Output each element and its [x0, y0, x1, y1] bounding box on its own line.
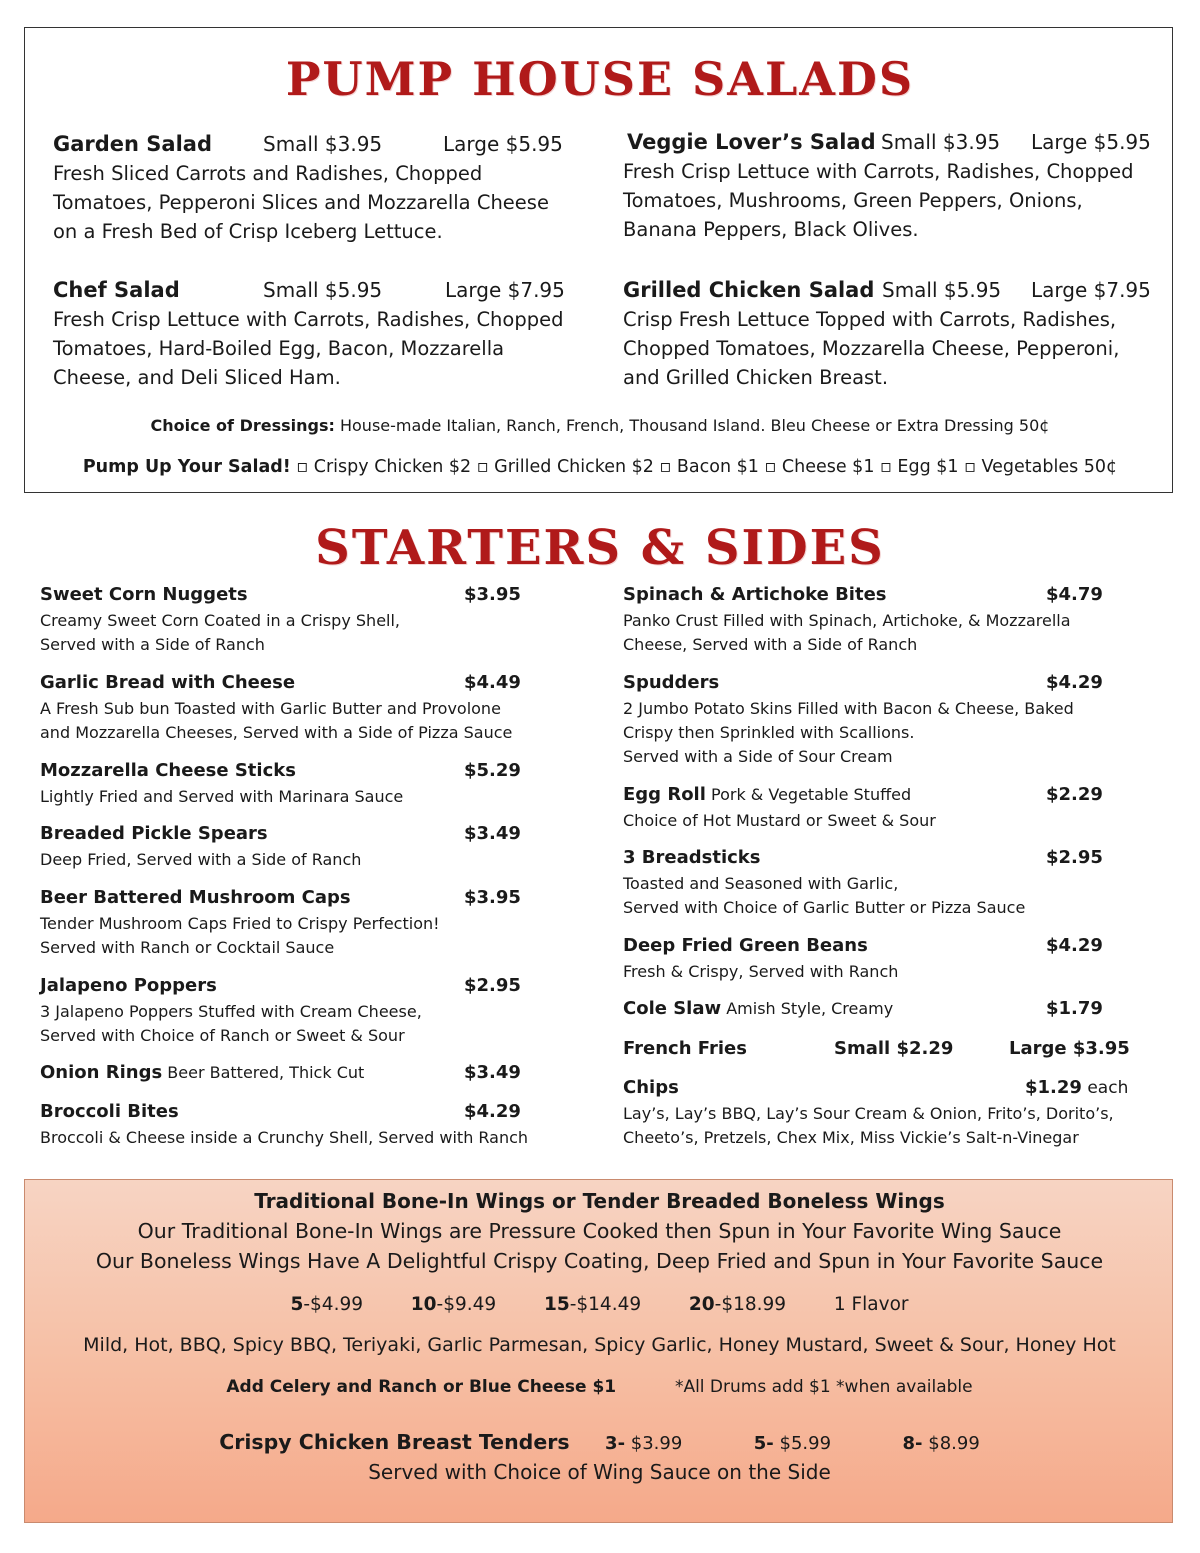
starter-item [40, 759, 560, 809]
item-note: Amish Style, Creamy [726, 999, 894, 1018]
item-price: $3.49 [464, 1062, 521, 1083]
salads-title: PUMP HOUSE SALADS [285, 52, 915, 106]
tender-count: 8- [902, 1433, 923, 1454]
fries-large-price: Large $3.95 [1009, 1038, 1130, 1059]
item-name: Deep Fried Green Beans [623, 935, 868, 956]
item-price: $3.95 [464, 887, 521, 908]
item-price: $2.29 [1046, 784, 1103, 805]
pump-up-label: Pump Up Your Salad! [82, 457, 291, 477]
item-desc: Creamy Sweet Corn Coated in a Crispy Shell, [40, 611, 401, 630]
wing-price-value: -$4.99 [303, 1294, 363, 1315]
item-name: Mozzarella Cheese Sticks [40, 760, 296, 781]
item-name: Beer Battered Mushroom Caps [40, 887, 351, 908]
tenders-row [25, 1430, 1174, 1454]
item-desc: Tender Mushroom Caps Fried to Crispy Perfection! [40, 914, 440, 933]
wing-price [290, 1294, 363, 1315]
item-desc: Lightly Fried and Served with Marinara Sauce [40, 787, 404, 806]
item-name: Breaded Pickle Spears [40, 823, 268, 844]
dressings-text: House-made Italian, Ranch, French, Thousand Island. Bleu Cheese or Extra Dressing 50¢ [334, 416, 1050, 435]
item-desc: and Mozzarella Cheeses, Served with a Side of Pizza Sauce [40, 723, 513, 742]
item-desc: Served with a Side of Ranch [40, 635, 265, 654]
item-desc: Cheeto’s, Pretzels, Chex Mix, Miss Vickie’s Salt-n-Vinegar [623, 1128, 1079, 1147]
item-note: Pork & Vegetable Stuffed [711, 785, 912, 804]
salad-name: Grilled Chicken Salad [623, 278, 875, 302]
salad-grilled-chicken [623, 276, 1168, 392]
item-desc: Deep Fried, Served with a Side of Ranch [40, 850, 362, 869]
pump-up-text: ▫ Crispy Chicken $2 ▫ Grilled Chicken $2 ▫ Bacon $1 ▫ Cheese $1 ▫ Egg $1 ▫ Vegetables 50¢ [290, 457, 1118, 477]
starter-item [623, 671, 1163, 769]
tender-count: 3- [605, 1433, 626, 1454]
price-unit: each [1081, 1078, 1129, 1098]
item-desc: Choice of Hot Mustard or Sweet & Sour [623, 811, 936, 830]
fries-small-price: Small $2.29 [834, 1038, 954, 1059]
item-name: Jalapeno Poppers [40, 975, 217, 996]
wings-addon: Add Celery and Ranch or Blue Cheese $1 [226, 1377, 617, 1397]
salad-desc-line: Tomatoes, Mushrooms, Green Peppers, Onions, [623, 189, 1083, 212]
wings-drums-note: *All Drums add $1 *when available [674, 1377, 973, 1397]
salad-name: Chef Salad [53, 278, 180, 302]
salad-desc-line: Banana Peppers, Black Olives. [623, 218, 919, 241]
item-name: 3 Breadsticks [623, 847, 761, 868]
salad-desc-line: Fresh Crisp Lettuce with Carrots, Radishes, Chopped [53, 308, 564, 331]
item-name: French Fries [623, 1038, 747, 1059]
salad-desc-line: and Grilled Chicken Breast. [623, 366, 889, 389]
tenders-name: Crispy Chicken Breast Tenders [219, 1430, 570, 1454]
starter-item [40, 974, 560, 1048]
salad-small-price: Small $3.95 [263, 132, 383, 156]
item-price: $2.95 [464, 975, 521, 996]
wings-addon-row [25, 1377, 1174, 1397]
salad-desc-line: Cheese, and Deli Sliced Ham. [53, 366, 341, 389]
tender-price-value: $3.99 [625, 1433, 683, 1454]
item-name: Spudders [623, 672, 720, 693]
salad-large-price: Large $7.95 [445, 278, 565, 302]
salad-desc-line: Tomatoes, Hard-Boiled Egg, Bacon, Mozzarella [53, 337, 505, 360]
wing-price-value: -$9.49 [436, 1294, 497, 1315]
item-name: Onion Rings [40, 1062, 163, 1083]
salad-garden [53, 130, 593, 246]
item-name: Cole Slaw [623, 998, 722, 1019]
item-desc: Served with Choice of Garlic Butter or Pizza Sauce [623, 898, 1026, 917]
salad-name: Garden Salad [53, 132, 212, 156]
wing-price [544, 1294, 641, 1315]
dressings-label: Choice of Dressings: [150, 416, 335, 435]
wing-price [411, 1294, 496, 1315]
wing-flavor-note: 1 Flavor [833, 1294, 909, 1315]
wing-count: 10 [410, 1294, 437, 1315]
salad-name: Veggie Lover’s Salad [627, 130, 876, 154]
item-price: $4.29 [1046, 935, 1103, 956]
item-name: Broccoli Bites [40, 1101, 179, 1122]
item-name: Spinach & Artichoke Bites [623, 584, 887, 605]
item-desc: Cheese, Served with a Side of Ranch [623, 635, 918, 654]
wings-desc-line: Our Boneless Wings Have A Delightful Crispy Coating, Deep Fried and Spun in Your Favorite Sauce [95, 1249, 1104, 1273]
item-desc: A Fresh Sub bun Toasted with Garlic Butter and Provolone [40, 699, 501, 718]
starter-item-fries [623, 1037, 1163, 1063]
salad-veggie [623, 128, 1168, 244]
item-desc: Served with a Side of Sour Cream [623, 747, 893, 766]
item-price: $3.95 [464, 584, 521, 605]
salad-desc-line: on a Fresh Bed of Crisp Iceberg Lettuce. [53, 220, 443, 243]
wing-sauces: Mild, Hot, BBQ, Spicy BBQ, Teriyaki, Garlic Parmesan, Spicy Garlic, Honey Mustard, Sweet & Sour, Honey Hot [83, 1334, 1116, 1356]
item-desc: 2 Jumbo Potato Skins Filled with Bacon & Cheese, Baked [623, 699, 1074, 718]
wing-count: 5 [290, 1294, 304, 1315]
chips-price-group [1025, 1076, 1128, 1100]
item-price: $5.29 [464, 760, 521, 781]
salad-small-price: Small $3.95 [881, 130, 1001, 154]
tenders-note: Served with Choice of Wing Sauce on the Side [368, 1460, 831, 1484]
salad-desc-line: Tomatoes, Pepperoni Slices and Mozzarella Cheese [53, 191, 549, 214]
starters-title: STARTERS & SIDES [315, 520, 885, 576]
item-name: Chips [623, 1077, 679, 1098]
item-price: $4.29 [464, 1101, 521, 1122]
pump-up-line [0, 457, 1200, 477]
tender-count: 5- [753, 1433, 774, 1454]
wings-price-row [25, 1294, 1174, 1315]
item-price: $2.95 [1046, 847, 1103, 868]
wing-price-value: -$14.49 [569, 1294, 642, 1315]
starter-item-chips [623, 1076, 1168, 1150]
item-desc: Served with Ranch or Cocktail Sauce [40, 938, 335, 957]
salad-small-price: Small $5.95 [882, 278, 1002, 302]
salad-small-price: Small $5.95 [263, 278, 383, 302]
item-name: Garlic Bread with Cheese [40, 672, 296, 693]
item-name: Egg Roll [623, 784, 706, 805]
tender-price-value: $5.99 [773, 1433, 832, 1454]
tender-price-value: $8.99 [922, 1433, 980, 1454]
dressings-line [0, 416, 1200, 435]
salad-large-price: Large $7.95 [1031, 278, 1151, 302]
salad-large-price: Large $5.95 [443, 132, 563, 156]
wing-count: 15 [543, 1294, 570, 1315]
salad-large-price: Large $5.95 [1031, 130, 1151, 154]
item-price: $4.79 [1046, 584, 1103, 605]
starter-item [40, 1061, 560, 1087]
wings-section [24, 1179, 1173, 1523]
item-price: $1.29 [1025, 1077, 1082, 1098]
item-desc: 3 Jalapeno Poppers Stuffed with Cream Cheese, [40, 1002, 422, 1021]
item-price: $4.29 [1046, 672, 1103, 693]
item-price: $4.49 [464, 672, 521, 693]
salad-desc-line: Fresh Sliced Carrots and Radishes, Chopped [53, 162, 483, 185]
tender-price [903, 1433, 980, 1454]
item-desc: Crispy then Sprinkled with Scallions. [623, 723, 915, 742]
item-desc: Toasted and Seasoned with Garlic, [623, 874, 899, 893]
salad-desc-line: Fresh Crisp Lettuce with Carrots, Radishes, Chopped [623, 160, 1134, 183]
item-desc: Served with Choice of Ranch or Sweet & Sour [40, 1026, 405, 1045]
starter-item [40, 822, 560, 872]
wing-price-value: -$18.99 [714, 1294, 787, 1315]
starter-item [40, 583, 560, 657]
starter-item [623, 997, 1163, 1023]
tender-price [605, 1433, 682, 1454]
item-desc: Broccoli & Cheese inside a Crunchy Shell, Served with Ranch [40, 1128, 529, 1147]
starter-item [623, 783, 1163, 833]
starter-item [40, 886, 560, 960]
item-desc: Fresh & Crispy, Served with Ranch [623, 962, 899, 981]
starter-item [623, 583, 1163, 657]
tender-price [754, 1433, 831, 1454]
starter-item [623, 934, 1163, 984]
item-note: Beer Battered, Thick Cut [167, 1063, 365, 1082]
wing-price [689, 1294, 786, 1315]
item-price: $1.79 [1046, 998, 1103, 1019]
salad-desc-line: Chopped Tomatoes, Mozzarella Cheese, Pepperoni, [623, 337, 1120, 360]
item-desc: Lay’s, Lay’s BBQ, Lay’s Sour Cream & Onion, Frito’s, Dorito’s, [623, 1104, 1114, 1123]
starter-item [623, 846, 1163, 920]
item-name: Sweet Corn Nuggets [40, 584, 248, 605]
item-price: $3.49 [464, 823, 521, 844]
salad-chef [53, 276, 593, 392]
wing-count: 20 [688, 1294, 715, 1315]
wings-desc-line: Our Traditional Bone-In Wings are Pressure Cooked then Spun in Your Favorite Wing Sauce [137, 1219, 1062, 1243]
starter-item [40, 671, 560, 745]
wings-title: Traditional Bone-In Wings or Tender Breaded Boneless Wings [254, 1189, 945, 1213]
salad-desc-line: Crisp Fresh Lettuce Topped with Carrots, Radishes, [623, 308, 1117, 331]
item-desc: Panko Crust Filled with Spinach, Artichoke, & Mozzarella [623, 611, 1071, 630]
starter-item [40, 1100, 580, 1150]
